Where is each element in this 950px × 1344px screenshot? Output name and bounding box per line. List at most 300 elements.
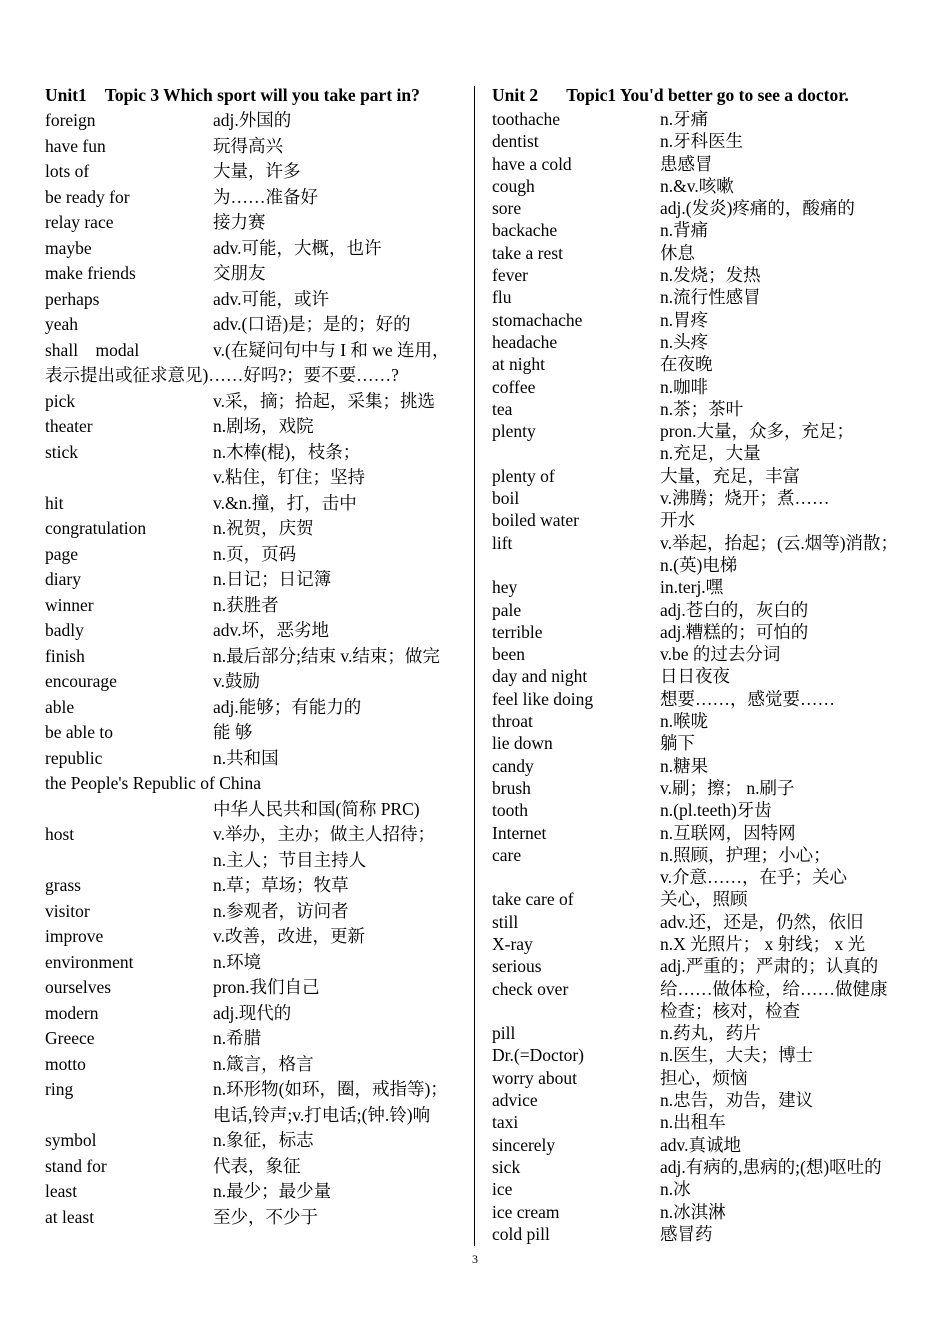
vocab-meaning-line: n.头疼 (660, 331, 709, 352)
vocab-meaning-line: n.(pl.teeth)牙齿 (660, 800, 772, 821)
vocab-entry (45, 1128, 465, 1154)
vocab-meaning-line: adv.还，还是，仍然，依旧 (660, 911, 864, 932)
vocab-word: ourselves (45, 977, 112, 997)
vocab-word: page (45, 543, 79, 564)
vocab-word: be able to (45, 722, 114, 742)
vocab-meaning-line: 交朋友 (213, 263, 266, 283)
vocab-meaning (660, 130, 912, 152)
left-heading (45, 83, 465, 108)
vocab-meaning-line: n.互联网，因特网 (660, 822, 796, 843)
vocab-meaning (213, 491, 465, 517)
vocab-word: stick (45, 441, 79, 462)
vocab-meaning (660, 197, 912, 219)
vocab-word: badly (45, 620, 84, 640)
vocab-meaning (660, 420, 912, 465)
vocab-word: plenty of (492, 465, 555, 486)
vocab-entry (45, 593, 465, 619)
vocab-word: yeah (45, 314, 79, 334)
vocab-meaning-line: v.沸腾；烧开；煮…… (660, 488, 830, 509)
vocab-word: host (45, 824, 75, 844)
vocab-word: have a cold (492, 153, 572, 174)
vocab-entry (492, 420, 912, 465)
vocab-meaning (660, 175, 912, 197)
vocab-meaning-line: n.&v.咳嗽 (660, 175, 734, 196)
vocab-meaning (660, 242, 912, 264)
vocab-meaning (660, 1201, 912, 1223)
vocab-meaning (660, 710, 912, 732)
vocab-meaning-line: n.茶；茶叶 (660, 398, 744, 419)
vocab-word: republic (45, 747, 103, 768)
vocab-entry (45, 1205, 465, 1231)
vocab-word: ice (492, 1179, 513, 1200)
vocab-entry (492, 888, 912, 910)
vocab-meaning-line: 关心，照顾 (660, 889, 748, 910)
vocab-meaning-line: adj.苍白的，灰白的 (660, 599, 809, 620)
vocab-entry (45, 1052, 465, 1078)
vocab-entry (492, 1178, 912, 1200)
vocab-word: coffee (492, 376, 536, 397)
vocab-entry (45, 338, 465, 364)
vocab-meaning (660, 911, 912, 933)
vocab-meaning (660, 621, 912, 643)
vocab-word: winner (45, 594, 94, 615)
vocab-entry (492, 911, 912, 933)
vocab-meaning-line: 开水 (660, 510, 695, 531)
vocab-word: encourage (45, 671, 117, 691)
vocab-meaning-line: n.咖啡 (660, 376, 709, 397)
vocab-meaning (660, 353, 912, 375)
vocab-entry (45, 542, 465, 568)
vocab-word: stomachache (492, 309, 583, 330)
vocab-word: relay race (45, 212, 114, 232)
vocab-meaning-line: n.医生，大夫；博士 (660, 1045, 814, 1066)
vocab-meaning (213, 516, 465, 542)
vocab-meaning-line: adv.真诚地 (660, 1134, 742, 1155)
vocab-word: shall modal (45, 339, 140, 360)
vocab-entry (45, 210, 465, 236)
vocab-word: hit (45, 492, 64, 513)
vocab-entry (492, 331, 912, 353)
vocab-entry (45, 567, 465, 593)
vocab-meaning (660, 799, 912, 821)
vocab-meaning (660, 264, 912, 286)
vocab-entry (45, 108, 465, 134)
vocab-meaning (660, 822, 912, 844)
vocab-meaning-line: adv.可能，大概，也许 (213, 237, 382, 258)
vocab-meaning-line: n.日记；日记簿 (213, 569, 332, 589)
vocab-entry (45, 261, 465, 287)
vocab-word: terrible (492, 621, 543, 642)
vocab-entry (45, 873, 465, 899)
vocab-meaning-line: 大量，充足，丰富 (660, 465, 800, 486)
vocab-meaning-line: n.剧场，戏院 (213, 416, 314, 436)
vocab-meaning-line: v.举办，主办；做主人招待； (213, 824, 435, 844)
vocab-meaning (213, 440, 465, 491)
vocab-meaning-line: 至少，不少于 (213, 1206, 318, 1227)
vocab-meaning-line: n.出租车 (660, 1112, 726, 1133)
vocab-entry (492, 688, 912, 710)
vocab-meaning-line: n.草；草场；牧草 (213, 875, 349, 895)
vocab-word: perhaps (45, 288, 100, 309)
vocab-meaning (213, 261, 465, 287)
vocab-meaning-line: 日日夜夜 (660, 666, 730, 687)
vocab-meaning-line: adj.严重的；严肃的；认真的 (660, 956, 879, 977)
vocab-word: lift (492, 532, 513, 553)
vocab-entry (492, 710, 912, 732)
vocab-word: worry about (492, 1067, 578, 1088)
vocab-entry (492, 599, 912, 621)
vocab-meaning (213, 899, 465, 925)
vocab-meaning-line: 代表，象征 (213, 1155, 301, 1176)
vocab-meaning-line: n.环境 (213, 951, 262, 972)
vocab-meaning-line: adv.可能，或许 (213, 288, 330, 309)
vocab-meaning-line: v.(在疑问句中与 I 和 we 连用， (213, 339, 450, 360)
vocab-entry (45, 159, 465, 185)
left-column (45, 83, 465, 1230)
vocab-meaning-line: adj.现代的 (213, 1002, 292, 1023)
vocab-meaning (660, 376, 912, 398)
vocab-meaning (660, 1067, 912, 1089)
vocab-meaning-line: v.鼓励 (213, 671, 260, 691)
vocab-meaning (213, 746, 465, 772)
vocab-entry (45, 236, 465, 262)
vocab-meaning-line: in.terj.嘿 (660, 577, 724, 598)
vocab-meaning (213, 669, 465, 695)
vocab-meaning (213, 720, 465, 746)
vocab-entry (492, 532, 912, 577)
vocab-word: cough (492, 175, 535, 196)
vocab-meaning-line: v.采，摘；拾起，采集；挑选 (213, 390, 435, 411)
vocab-entry (45, 1154, 465, 1180)
vocab-word: be ready for (45, 186, 130, 207)
vocab-meaning (660, 1089, 912, 1111)
vocab-meaning-line: n.冰淇淋 (660, 1201, 726, 1222)
vocab-meaning (213, 312, 465, 338)
vocab-word: plenty (492, 421, 536, 442)
vocab-entry (45, 822, 465, 873)
vocab-entry (45, 618, 465, 644)
vocab-word: stand for (45, 1155, 107, 1176)
vocab-meaning-line: n.药丸，药片 (660, 1023, 761, 1044)
vocab-word: improve (45, 926, 104, 946)
vocab-meaning-line: n.冰 (660, 1179, 691, 1200)
right-unit: Unit 2 (492, 85, 539, 105)
vocab-word: flu (492, 287, 512, 308)
vocab-entry (45, 924, 465, 950)
vocab-meaning (660, 509, 912, 531)
vocab-meaning (660, 933, 912, 955)
vocab-meaning (213, 975, 465, 1001)
vocab-entry (492, 353, 912, 375)
vocab-word: at least (45, 1206, 95, 1227)
vocab-meaning (660, 487, 912, 509)
vocab-word: been (492, 644, 526, 665)
vocab-meaning (660, 1111, 912, 1133)
vocab-meaning (213, 159, 465, 185)
vocab-entry (45, 1026, 465, 1052)
vocab-meaning-line: n.X 光照片； x 射线； x 光 (660, 933, 866, 954)
vocab-meaning-line: 为……准备好 (213, 186, 318, 207)
vocab-entry (45, 185, 465, 211)
vocab-word: sore (492, 198, 522, 219)
vocab-entry (45, 695, 465, 721)
vocab-meaning-line: n.祝贺，庆贺 (213, 518, 314, 538)
vocab-meaning (213, 924, 465, 950)
vocab-entry (492, 665, 912, 687)
vocab-meaning-line: adj.能够；有能力的 (213, 696, 362, 717)
vocab-meaning (213, 1052, 465, 1078)
vocab-entry (492, 108, 912, 130)
vocab-meaning-line: v.改善，改进，更新 (213, 926, 365, 946)
vocab-meaning-line: v.举起，抬起；(云.烟等)消散； (660, 532, 899, 553)
vocab-word: ring (45, 1079, 74, 1099)
vocab-entry (45, 771, 465, 822)
vocab-meaning (660, 309, 912, 331)
vocab-entry (492, 175, 912, 197)
vocab-word: visitor (45, 900, 90, 921)
vocab-meaning (660, 777, 912, 799)
vocab-meaning (660, 331, 912, 353)
vocab-meaning-line: v.&n.撞，打，击中 (213, 492, 357, 513)
vocab-meaning (213, 1179, 465, 1205)
vocab-meaning (213, 950, 465, 976)
vocab-meaning-line: v.be 的过去分词 (660, 644, 781, 665)
vocab-meaning-line: 在夜晚 (660, 354, 713, 375)
vocab-meaning-line: n.牙痛 (660, 109, 709, 129)
vocab-meaning-line: n.象征，标志 (213, 1130, 314, 1150)
vocab-meaning-line: n.喉咙 (660, 711, 709, 732)
vocab-entry (492, 1223, 912, 1245)
vocab-meaning-line: n.木棒(棍)，枝条； (213, 441, 361, 462)
vocab-meaning-line: n.获胜者 (213, 594, 279, 615)
vocab-meaning (660, 1223, 912, 1245)
vocab-entry (492, 978, 912, 1023)
vocab-entry (45, 1077, 465, 1128)
vocab-entry (492, 576, 912, 598)
vocab-word: taxi (492, 1112, 519, 1133)
vocab-meaning (213, 1001, 465, 1027)
vocab-entry (492, 264, 912, 286)
vocab-meaning (213, 644, 465, 670)
vocab-entry (492, 242, 912, 264)
vocab-meaning-line: 感冒药 (660, 1223, 713, 1244)
vocab-meaning-line: v.介意……，在乎；关心 (660, 867, 847, 888)
vocab-entry (492, 376, 912, 398)
vocab-word: grass (45, 875, 81, 895)
left-topic: Topic 3 Which sport will you take part in? (104, 85, 420, 105)
vocab-word: lots of (45, 161, 90, 181)
vocab-meaning (660, 955, 912, 977)
vocab-meaning (213, 108, 465, 134)
vocab-meaning (660, 844, 912, 889)
vocab-meaning-line: adv.坏，恶劣地 (213, 620, 330, 640)
vocab-word: day and night (492, 666, 588, 687)
vocab-meaning-line: 休息 (660, 242, 695, 263)
vocab-word: have fun (45, 135, 106, 156)
vocab-entry (45, 1179, 465, 1205)
vocab-meaning-line: 大量，许多 (213, 161, 301, 181)
vocab-meaning-line: v.刷；擦； n.刷子 (660, 777, 795, 798)
vocab-entry (45, 389, 465, 415)
vocab-word: tooth (492, 800, 528, 821)
vocab-meaning (213, 389, 465, 415)
vocab-entry (492, 844, 912, 889)
right-heading (492, 83, 912, 108)
vocab-entry (492, 1201, 912, 1223)
vocab-meaning (660, 398, 912, 420)
vocab-meaning (660, 888, 912, 910)
vocab-meaning (660, 153, 912, 175)
vocab-meaning (213, 236, 465, 262)
vocab-entry (45, 720, 465, 746)
vocab-word: congratulation (45, 518, 147, 538)
vocab-meaning (213, 210, 465, 236)
vocab-meaning (213, 185, 465, 211)
vocab-word: X-ray (492, 933, 533, 954)
vocab-meaning (213, 1077, 465, 1128)
vocab-entry (492, 933, 912, 955)
vocab-meaning-line: adj.外国的 (213, 110, 292, 130)
vocab-meaning-line: 担心，烦恼 (660, 1067, 748, 1088)
vocab-word: theater (45, 416, 93, 436)
vocab-meaning-line: 玩得高兴 (213, 135, 283, 156)
vocab-word: symbol (45, 1130, 97, 1150)
vocab-entry (45, 516, 465, 542)
vocab-entry (492, 1044, 912, 1066)
vocab-word: fever (492, 265, 528, 286)
vocab-meaning (213, 567, 465, 593)
vocab-meaning (213, 134, 465, 160)
vocab-word: throat (492, 711, 533, 732)
vocab-meaning (213, 338, 465, 364)
vocab-word: still (492, 911, 519, 932)
vocab-meaning (213, 542, 465, 568)
vocab-entry (492, 1156, 912, 1178)
vocab-meaning (660, 688, 912, 710)
vocab-word: make friends (45, 263, 136, 283)
vocab-word: finish (45, 645, 85, 666)
vocab-entry (492, 509, 912, 531)
vocab-meaning (213, 1205, 465, 1231)
vocab-entry (45, 644, 465, 670)
vocab-word: tea (492, 398, 513, 419)
vocab-word: take a rest (492, 242, 563, 263)
vocab-meaning-line: 检查；核对，检查 (660, 1000, 800, 1021)
vocab-meaning-line: n.照顾，护理；小心； (660, 844, 831, 865)
vocab-word: check over (492, 978, 569, 999)
vocab-word: at night (492, 354, 545, 375)
vocab-word: Greece (45, 1028, 95, 1048)
vocab-entry (45, 414, 465, 440)
vocab-entry (45, 134, 465, 160)
vocab-meaning-line: n.环形物(如环，圈，戒指等)； (213, 1079, 448, 1099)
vocab-word: sincerely (492, 1134, 556, 1155)
vocab-entry (45, 975, 465, 1001)
vocab-entry (45, 746, 465, 772)
vocab-meaning-line: n.糖果 (660, 755, 709, 776)
vocab-word: cold pill (492, 1223, 550, 1244)
vocab-word: sick (492, 1156, 521, 1177)
vocab-meaning-line: n.忠告，劝告，建议 (660, 1090, 814, 1111)
vocab-meaning-line: 接力赛 (213, 212, 266, 232)
vocab-meaning (213, 414, 465, 440)
vocab-entry (45, 287, 465, 313)
vocab-word: motto (45, 1053, 86, 1074)
vocab-meaning (660, 665, 912, 687)
vocab-meaning (660, 1156, 912, 1178)
vocab-entry (492, 799, 912, 821)
vocab-meaning-line: n.流行性感冒 (660, 287, 761, 308)
vocab-entry (492, 219, 912, 241)
vocab-word: candy (492, 755, 534, 776)
vocab-meaning (660, 1022, 912, 1044)
vocab-meaning-line: n.箴言，格言 (213, 1053, 314, 1074)
vocab-word: feel like doing (492, 688, 594, 709)
vocab-meaning-line: n.参观者，访问者 (213, 900, 349, 921)
vocab-meaning-line: n.主人；节目主持人 (213, 849, 367, 870)
vocab-meaning-line: pron.大量，众多，充足； (660, 421, 854, 442)
vocab-meaning (660, 643, 912, 665)
vocab-entry (492, 130, 912, 152)
vocab-word: pick (45, 390, 76, 411)
vocab-meaning-line: n.牙科医生 (660, 131, 744, 152)
vocab-entry (492, 1067, 912, 1089)
vocab-entry (492, 1022, 912, 1044)
right-vocab-list (492, 108, 912, 1245)
vocab-entry (492, 955, 912, 977)
vocab-meaning (660, 755, 912, 777)
vocab-meaning (213, 618, 465, 644)
vocab-word: environment (45, 951, 134, 972)
vocab-meaning (213, 822, 465, 873)
vocab-entry (45, 312, 465, 338)
vocab-entry (492, 487, 912, 509)
vocab-meaning-line: n.页，页码 (213, 543, 297, 564)
vocab-meaning-line: adj.糟糕的；可怕的 (660, 621, 809, 642)
vocab-entry (492, 621, 912, 643)
vocab-word: care (492, 844, 522, 865)
vocab-meaning-line: n.(英)电梯 (660, 554, 738, 575)
vocab-word: dentist (492, 131, 539, 152)
vocab-word: toothache (492, 109, 561, 129)
vocab-entry (492, 1111, 912, 1133)
vocab-meaning-line: 给……做体检，给……做健康 (660, 978, 888, 999)
vocab-meaning (660, 1178, 912, 1200)
vocab-meaning (660, 465, 912, 487)
vocab-meaning-line: n.希腊 (213, 1028, 262, 1048)
vocab-entry (45, 363, 465, 389)
vocab-word: pill (492, 1023, 516, 1044)
vocab-word: least (45, 1181, 78, 1201)
vocab-entry (492, 755, 912, 777)
vocab-meaning (660, 1044, 912, 1066)
vocab-meaning-line: pron.我们自己 (213, 977, 320, 997)
vocab-entry (45, 491, 465, 517)
vocab-entry (492, 398, 912, 420)
vocab-entry (492, 732, 912, 754)
vocab-meaning-line: adj.有病的,患病的;(想)呕吐的 (660, 1156, 882, 1177)
vocab-word: maybe (45, 237, 92, 258)
vocab-meaning (660, 599, 912, 621)
vocab-word: hey (492, 577, 518, 598)
vocab-meaning-line: n.发烧；发热 (660, 265, 761, 286)
vocab-entry (45, 899, 465, 925)
vocab-word: advice (492, 1090, 538, 1111)
vocab-word: serious (492, 956, 542, 977)
vocab-meaning (213, 1026, 465, 1052)
column-divider (474, 86, 475, 1246)
vocab-meaning (213, 873, 465, 899)
